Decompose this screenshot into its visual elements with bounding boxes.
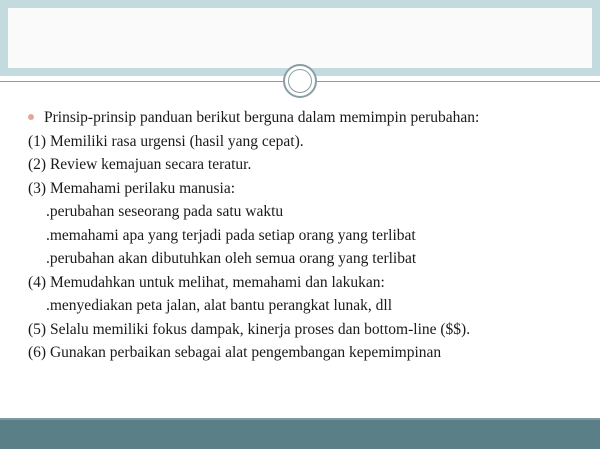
- point-3-sub-3: .perubahan akan dibutuhkan oleh semua orang yang terlibat: [46, 250, 417, 267]
- point-6: (6) Gunakan perbaikan sebagai alat pengembangan kepemimpinan: [28, 344, 442, 361]
- point-5: (5) Selalu memiliki fokus dampak, kinerja proses dan bottom-line ($$).: [28, 320, 471, 338]
- point-2: (2) Review kemajuan secara teratur.: [28, 156, 252, 173]
- slide-body: [28, 106, 576, 365]
- point-3: (3) Memahami perilaku manusia:: [28, 179, 236, 197]
- point-1: (1) Memiliki rasa urgensi (hasil yang cepat).: [28, 132, 304, 150]
- point-3-sub-1: .perubahan seseorang pada satu waktu: [46, 203, 284, 220]
- point-3-sub-2: .memahami apa yang terjadi pada setiap orang yang terlibat: [46, 226, 416, 244]
- bullet-text: Prinsip-prinsip panduan berikut berguna dalam memimpin perubahan:: [44, 109, 480, 126]
- bullet-item: [28, 106, 576, 130]
- divider-circle-ornament: [283, 64, 317, 98]
- bullet-dot-icon: [28, 114, 34, 120]
- point-4-sub-1: .menyediakan peta jalan, alat bantu perangkat lunak, dll: [46, 297, 393, 314]
- title-panel: [8, 8, 592, 68]
- footer-band: [0, 418, 600, 449]
- point-4: (4) Memudahkan untuk melihat, memahami dan lakukan:: [28, 273, 385, 291]
